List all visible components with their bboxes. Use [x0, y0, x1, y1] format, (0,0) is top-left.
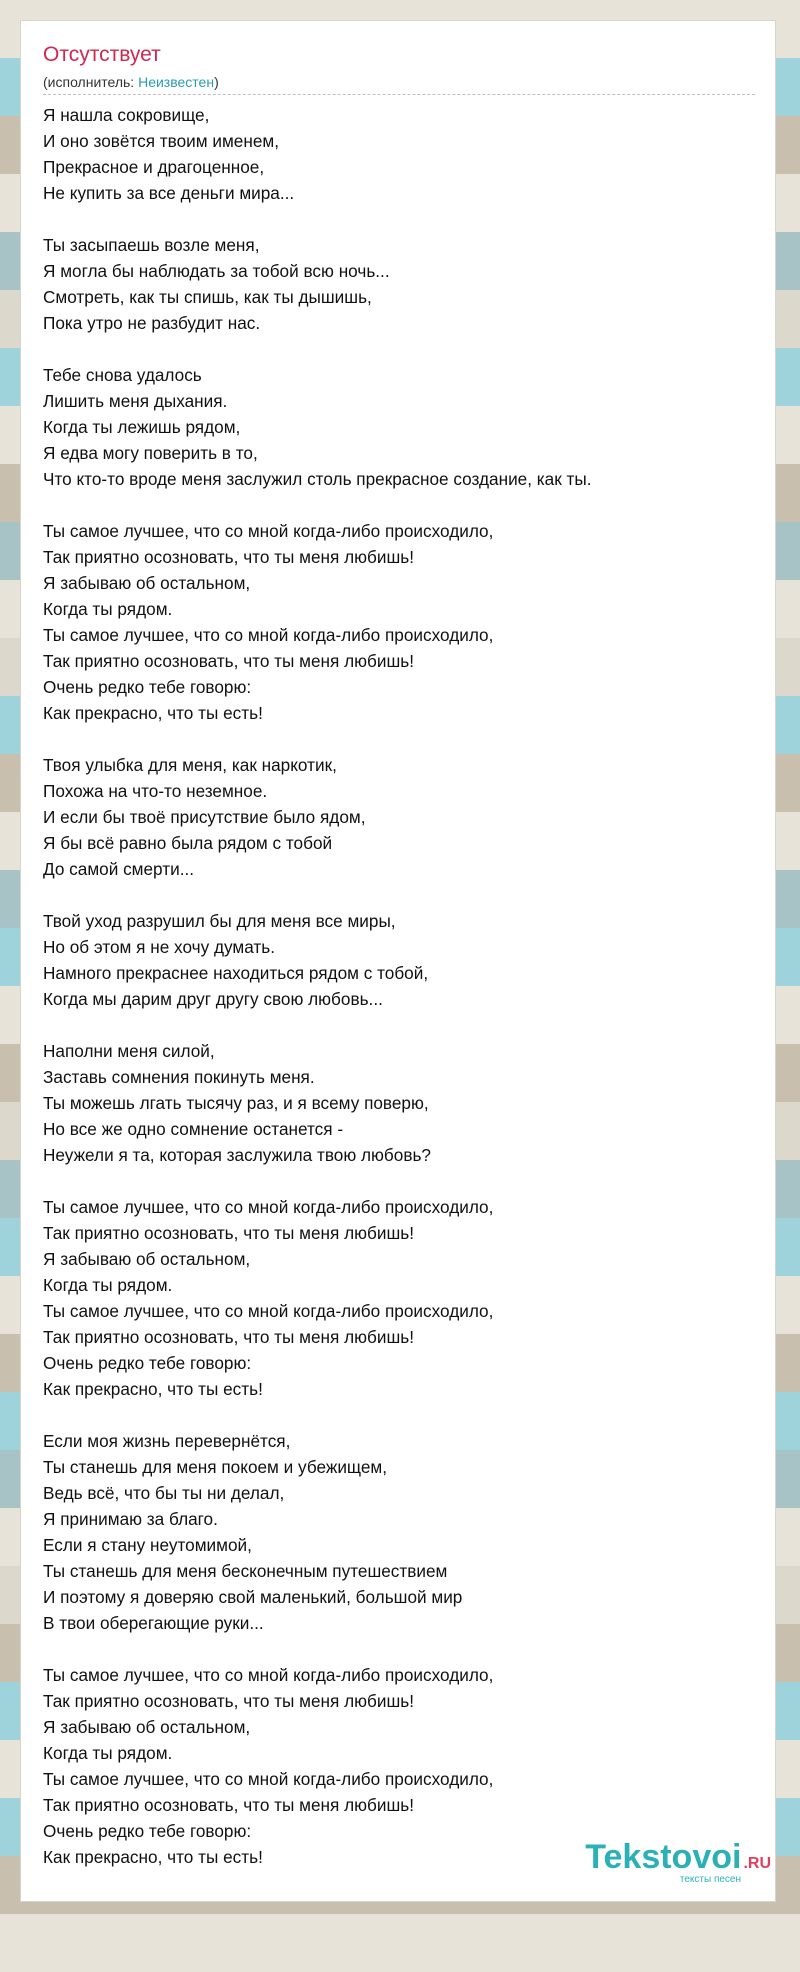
- song-title: Отсутствует: [43, 43, 161, 66]
- lyric-line: Я нашла сокровище,: [43, 105, 210, 125]
- lyric-line: Ты самое лучшее, что со мной когда-либо происходило,: [43, 1301, 494, 1321]
- stanza: [43, 102, 753, 206]
- lyric-line: Прекрасное и драгоценное,: [43, 157, 265, 177]
- lyric-line: Так приятно осозновать, что ты меня любишь!: [43, 1223, 414, 1243]
- lyric-line: Так приятно осозновать, что ты меня любишь!: [43, 651, 414, 671]
- lyric-line: Так приятно осозновать, что ты меня любишь!: [43, 547, 414, 567]
- header-divider: [43, 94, 755, 95]
- lyric-line: Похожа на что-то неземное.: [43, 781, 268, 801]
- lyric-line: Ты самое лучшее, что со мной когда-либо происходило,: [43, 625, 494, 645]
- lyrics-text: [43, 102, 753, 1896]
- lyric-line: Твой уход разрушил бы для меня все миры,: [43, 911, 396, 931]
- lyric-line: И оно зовётся твоим именем,: [43, 131, 279, 151]
- lyric-line: Твоя улыбка для меня, как наркотик,: [43, 755, 337, 775]
- lyric-line: Я забываю об остальном,: [43, 573, 251, 593]
- lyric-line: Очень редко тебе говорю:: [43, 1821, 252, 1841]
- lyric-line: Очень редко тебе говорю:: [43, 677, 252, 697]
- stanza: [43, 1038, 753, 1168]
- lyric-line: Очень редко тебе говорю:: [43, 1353, 252, 1373]
- artist-line: [43, 73, 219, 91]
- lyric-line: Я едва могу поверить в то,: [43, 443, 258, 463]
- stanza: [43, 752, 753, 882]
- lyric-line: Смотреть, как ты спишь, как ты дышишь,: [43, 287, 372, 307]
- lyric-line: Я бы всё равно была рядом с тобой: [43, 833, 333, 853]
- lyric-line: Так приятно осозновать, что ты меня любишь!: [43, 1691, 414, 1711]
- lyric-line: Если я стану неутомимой,: [43, 1535, 252, 1555]
- lyric-line: Я забываю об остальном,: [43, 1717, 251, 1737]
- lyric-line: Ведь всё, что бы ты ни делал,: [43, 1483, 285, 1503]
- lyric-line: Ты самое лучшее, что со мной когда-либо происходило,: [43, 1197, 494, 1217]
- stanza: [43, 518, 753, 726]
- lyric-line: Пока утро не разбудит нас.: [43, 313, 261, 333]
- lyric-line: И если бы твоё присутствие было ядом,: [43, 807, 366, 827]
- lyric-line: Лишить меня дыхания.: [43, 391, 228, 411]
- stanza: [43, 362, 753, 492]
- lyric-line: И поэтому я доверяю свой маленький, большой мир: [43, 1587, 463, 1607]
- stanza: [43, 1194, 753, 1402]
- site-logo[interactable]: [561, 1839, 771, 1887]
- artist-link[interactable]: Неизвестен: [138, 74, 215, 90]
- lyric-line: Я принимаю за благо.: [43, 1509, 218, 1529]
- lyric-line: Когда ты лежишь рядом,: [43, 417, 241, 437]
- lyric-line: Ты самое лучшее, что со мной когда-либо происходило,: [43, 1665, 494, 1685]
- lyric-line: Но об этом я не хочу думать.: [43, 937, 275, 957]
- lyric-line: Как прекрасно, что ты есть!: [43, 1379, 263, 1399]
- lyric-line: Неужели я та, которая заслужила твою любовь?: [43, 1145, 431, 1165]
- lyric-line: Если моя жизнь перевернётся,: [43, 1431, 291, 1451]
- lyric-line: Я забываю об остальном,: [43, 1249, 251, 1269]
- lyric-line: Ты можешь лгать тысячу раз, и я всему поверю,: [43, 1093, 429, 1113]
- lyric-line: Когда ты рядом.: [43, 599, 173, 619]
- lyric-line: Когда ты рядом.: [43, 1275, 173, 1295]
- logo-name: Tekstovoi: [585, 1838, 742, 1876]
- lyric-line: Наполни меня силой,: [43, 1041, 215, 1061]
- stanza: [43, 1428, 753, 1636]
- lyric-line: Ты самое лучшее, что со мной когда-либо происходило,: [43, 1769, 494, 1789]
- lyric-line: Так приятно осозновать, что ты меня любишь!: [43, 1327, 414, 1347]
- background-stripe: [0, 1914, 800, 1972]
- lyric-line: Когда ты рядом.: [43, 1743, 173, 1763]
- lyric-line: Я могла бы наблюдать за тобой всю ночь...: [43, 261, 390, 281]
- stanza: [43, 232, 753, 336]
- lyric-line: Ты засыпаешь возле меня,: [43, 235, 260, 255]
- lyric-line: Но все же одно сомнение останется -: [43, 1119, 344, 1139]
- lyric-line: Так приятно осозновать, что ты меня любишь!: [43, 1795, 414, 1815]
- lyric-line: Намного прекраснее находиться рядом с тобой,: [43, 963, 429, 983]
- artist-prefix: (исполнитель:: [43, 74, 139, 90]
- lyrics-card: [20, 20, 776, 1902]
- logo-wordmark: [585, 1839, 771, 1882]
- lyric-line: Тебе снова удалось: [43, 365, 202, 385]
- lyric-line: Заставь сомнения покинуть меня.: [43, 1067, 315, 1087]
- lyric-line: Как прекрасно, что ты есть!: [43, 1847, 263, 1867]
- lyric-line: Ты станешь для меня покоем и убежищем,: [43, 1457, 388, 1477]
- lyric-line: Не купить за все деньги мира...: [43, 183, 295, 203]
- lyric-line: Когда мы дарим друг другу свою любовь...: [43, 989, 383, 1009]
- lyric-line: Ты станешь для меня бесконечным путешествием: [43, 1561, 448, 1581]
- logo-tagline: тексты песен: [679, 1874, 741, 1885]
- lyric-line: В твои оберегающие руки...: [43, 1613, 264, 1633]
- lyric-line: Ты самое лучшее, что со мной когда-либо происходило,: [43, 521, 494, 541]
- lyric-line: Что кто-то вроде меня заслужил столь прекрасное создание, как ты.: [43, 469, 592, 489]
- stanza: [43, 908, 753, 1012]
- logo-tld: .RU: [743, 1855, 771, 1872]
- artist-suffix: ): [214, 74, 219, 90]
- lyric-line: До самой смерти...: [43, 859, 195, 879]
- lyric-line: Как прекрасно, что ты есть!: [43, 703, 263, 723]
